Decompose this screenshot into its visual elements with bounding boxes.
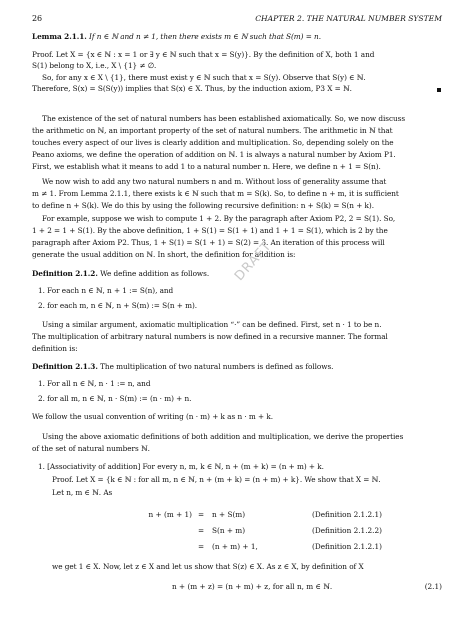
convention-line: We follow the usual convention of writing (n · m) + k as n · m + k. <box>32 412 274 421</box>
proof-line: S(1) belong to X, i.e., X \ {1} ≠ ∅. <box>32 61 157 70</box>
definition-text: The multiplication of two natural numbers is defined as follows. <box>100 362 334 371</box>
derivation-lhs: n + (m + 1) <box>148 510 192 519</box>
lemma-label: Lemma 2.1.1. <box>32 32 87 41</box>
definition-item: 2. for each m, n ∈ ℕ, n + S(m) := S(n + m). <box>38 301 198 310</box>
paragraph-line: We now wish to add any two natural numbers n and m. Without loss of generality assume that <box>42 177 387 186</box>
derivation-ref: (Definition 2.1.2.2) <box>312 526 382 535</box>
paragraph-line: Using a similar argument, axiomatic multiplication “·” can be defined. First, set n · 1 to be n. <box>42 320 382 329</box>
paragraph-line: First, we establish what it means to add 1 to a natural number n. Here, we define n + 1 = S(n). <box>32 162 381 171</box>
derivation-rhs: (n + m) + 1, <box>212 542 258 551</box>
paragraph-line: definition is: <box>32 344 78 353</box>
paragraph-line: generate the usual addition on ℕ. In short, the definition for addition is: <box>32 250 296 259</box>
proof-line: Proof. Let X = {x ∈ ℕ : x = 1 or ∃ y ∈ ℕ such that x = S(y)}. By the definition of X, both 1 and <box>32 50 375 59</box>
derivation-rel: = <box>198 526 205 535</box>
property-item: 1. [Associativity of addition] For every n, m, k ∈ ℕ, n + (m + k) = (n + m) + k. <box>38 462 324 471</box>
definition-label: Definition 2.1.2. <box>32 269 98 278</box>
paragraph-line: Peano axioms, we define the operation of addition on ℕ. 1 is always a natural number by Axiom P1. <box>32 150 396 159</box>
derivation-rhs: n + S(m) <box>212 510 246 519</box>
paragraph-line: paragraph after Axiom P2. Thus, 1 + S(1) = S(1 + 1) = S(2) = 3. An iteration of this process will <box>32 238 385 247</box>
paragraph-line: of the set of natural numbers ℕ. <box>32 444 150 453</box>
proof-line: Therefore, S(x) = S(S(y)) implies that S(x) ∈ X. Thus, by the induction axiom, P3 X = ℕ. <box>32 84 352 93</box>
paragraph-line: For example, suppose we wish to compute 1 + 2. By the paragraph after Axiom P2, 2 = S(1). So, <box>42 214 396 223</box>
definition-heading <box>32 362 442 371</box>
definition-item: 2. for all m, n ∈ ℕ, n · S(m) := (n · m) + n. <box>38 394 192 403</box>
derivation-ref: (Definition 2.1.2.1) <box>312 510 382 519</box>
paragraph-line: we get 1 ∈ X. Now, let z ∈ X and let us show that S(z) ∈ X. As z ∈ X, by definition of X <box>52 562 364 571</box>
proof-line: So, for any x ∈ X \ {1}, there must exist y ∈ ℕ such that x = S(y). Observe that S(y) ∈ ℕ. <box>42 73 366 82</box>
equation-number: (2.1) <box>424 582 442 591</box>
running-header: CHAPTER 2. THE NATURAL NUMBER SYSTEM <box>255 14 442 23</box>
paragraph-line: m ≠ 1. From Lemma 2.1.1, there exists k ∈ ℕ such that m = S(k). So, to define n + m, it is sufficient <box>32 189 399 198</box>
definition-label: Definition 2.1.3. <box>32 362 98 371</box>
lemma-text: If n ∈ ℕ and n ≠ 1, then there exists m ∈ ℕ such that S(m) = n. <box>89 32 321 41</box>
paragraph-line: the arithmetic on ℕ, an important property of the set of natural numbers. The arithmetic in ℕ that <box>32 126 393 135</box>
proof-line: Let n, m ∈ ℕ. As <box>52 488 113 497</box>
draft-watermark: DRAFT <box>232 238 276 285</box>
numbered-equation: n + (m + z) = (n + m) + z, for all n, m ∈ ℕ. <box>172 582 333 591</box>
page-number: 26 <box>32 14 43 23</box>
derivation-rel: = <box>198 542 205 551</box>
paragraph-line: to define n + S(k). We do this by using the following recursive definition: n + S(k) = S(n + k). <box>32 201 374 210</box>
definition-text: We define addition as follows. <box>100 269 210 278</box>
lemma-statement <box>32 32 442 41</box>
paragraph-line: Using the above axiomatic definitions of both addition and multiplication, we derive the properties <box>42 432 404 441</box>
paragraph-line: 1 + 2 = 1 + S(1). By the above definition, 1 + S(1) = S(1 + 1) and 1 + 1 = S(1), which is 2 by the <box>32 226 388 235</box>
proof-line: Proof. Let X = {k ∈ ℕ : for all m, n ∈ ℕ, n + (m + k) = (n + m) + k}. We show that X = ℕ. <box>52 475 381 484</box>
definition-item: 1. For each n ∈ ℕ, n + 1 := S(n), and <box>38 286 174 295</box>
paragraph-line: touches every aspect of our lives is clearly addition and multiplication. So, depending solely on the <box>32 138 394 147</box>
paragraph-line: The multiplication of arbitrary natural numbers is now defined in a recursive manner. The formal <box>32 332 388 341</box>
definition-item: 1. For all n ∈ ℕ, n · 1 := n, and <box>38 379 151 388</box>
derivation-rhs: S(n + m) <box>212 526 246 535</box>
qed-symbol <box>437 88 441 92</box>
paragraph-line: The existence of the set of natural numbers has been established axiomatically. So, we now discuss <box>42 114 406 123</box>
derivation-rel: = <box>198 510 205 519</box>
derivation-ref: (Definition 2.1.2.1) <box>312 542 382 551</box>
